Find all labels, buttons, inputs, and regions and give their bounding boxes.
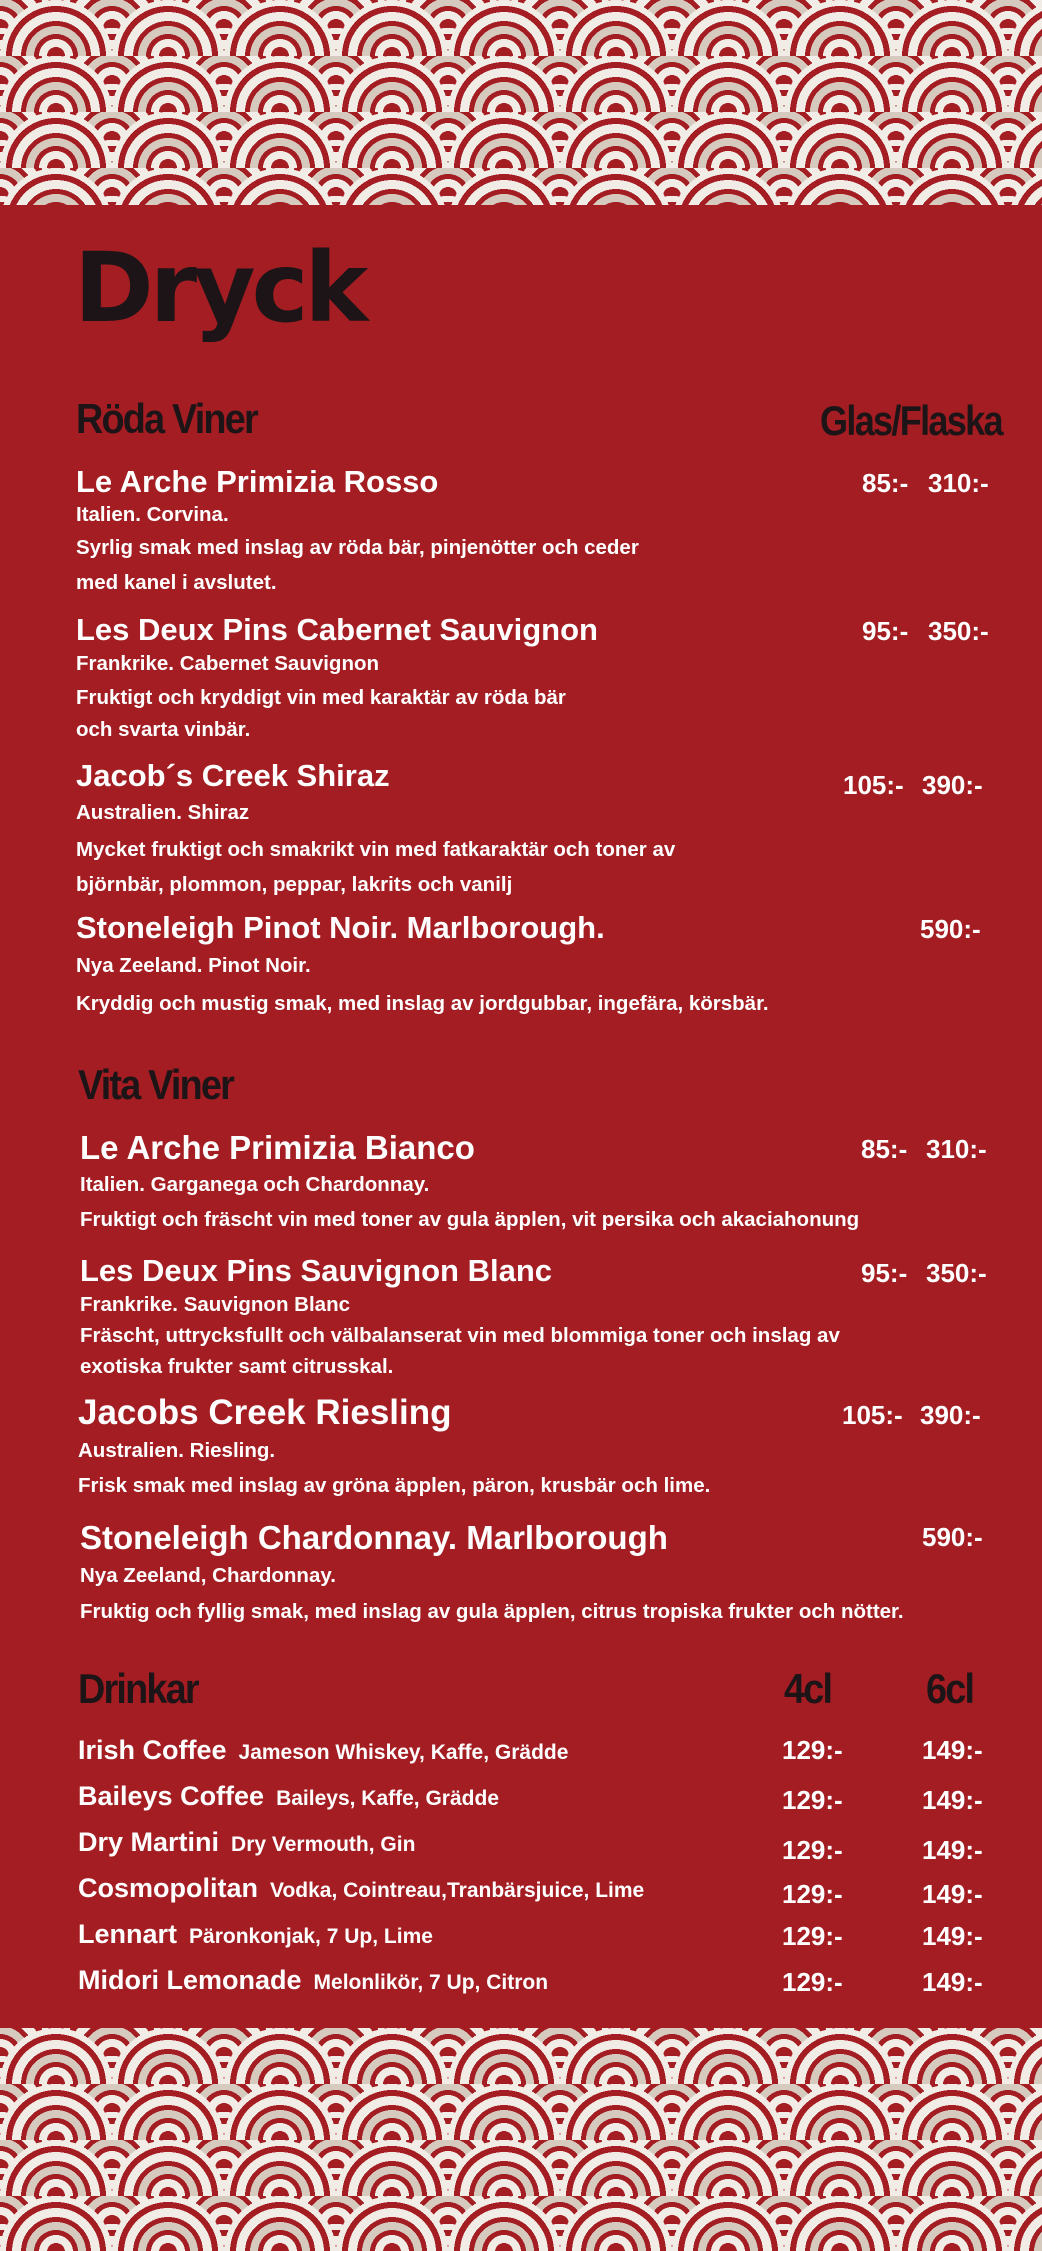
wine-origin: Frankrike. Sauvignon Blanc (80, 1293, 350, 1316)
section-heading-red-wines: Röda Viner (76, 395, 257, 442)
price-bottle: 350:- (926, 1258, 987, 1288)
price-bottle: 390:- (920, 1400, 981, 1430)
price-bottle: 350:- (928, 616, 989, 646)
wine-name: Le Arche Primizia Bianco (80, 1129, 475, 1166)
wine-description: exotiska frukter samt citrusskal. (80, 1355, 394, 1378)
wine-description: Frisk smak med inslag av gröna äpplen, päron, krusbär och lime. (78, 1474, 711, 1497)
drink-name: Lennart (78, 1919, 178, 1949)
wave-pattern-bottom (0, 2028, 1042, 2251)
col-heading-6cl: 6cl (926, 1665, 974, 1712)
wine-origin: Nya Zeeland. Pinot Noir. (76, 954, 311, 977)
wine-description: Mycket fruktigt och smakrikt vin med fatkaraktär och toner av (76, 838, 676, 861)
price-4cl: 129:- (782, 1921, 843, 1951)
drink-row (78, 1822, 998, 1866)
drink-ingredients: Jameson Whiskey, Kaffe, Grädde (238, 1741, 569, 1764)
wine-origin: Nya Zeeland, Chardonnay. (80, 1564, 336, 1587)
wine-origin: Australien. Shiraz (76, 801, 250, 824)
price-glass: 105:- (843, 770, 904, 800)
col-heading-4cl: 4cl (784, 1665, 832, 1712)
drink-name: Dry Martini (78, 1827, 220, 1857)
wine-description: och svarta vinbär. (76, 718, 251, 741)
drink-name: Midori Lemonade (78, 1965, 302, 1995)
price-6cl: 149:- (922, 1785, 983, 1815)
drink-ingredients: Vodka, Cointreau,Tranbärsjuice, Lime (270, 1879, 645, 1902)
price-4cl: 129:- (782, 1735, 843, 1765)
wine-description: Fräscht, uttrycksfullt och välbalanserat vin med blommiga toner och inslag av (80, 1324, 840, 1347)
price-bottle: 310:- (926, 1134, 987, 1164)
wine-origin: Frankrike. Cabernet Sauvignon (76, 652, 380, 675)
wine-origin: Australien. Riesling. (78, 1439, 276, 1462)
wine-description: Fruktigt och kryddigt vin med karaktär av röda bär (76, 686, 566, 709)
drink-ingredients: Päronkonjak, 7 Up, Lime (189, 1925, 433, 1948)
drink-name: Cosmopolitan (78, 1873, 258, 1903)
wine-description: Kryddig och mustig smak, med inslag av jordgubbar, ingefära, körsbär. (76, 992, 769, 1015)
wine-description: björnbär, plommon, peppar, lakrits och vanilj (76, 873, 513, 896)
wine-name: Les Deux Pins Sauvignon Blanc (80, 1253, 553, 1288)
price-4cl: 129:- (782, 1835, 843, 1865)
price-bottle: 590:- (920, 914, 981, 944)
price-heading-glass-bottle: Glas/Flaska (820, 397, 1002, 444)
wine-description: med kanel i avslutet. (76, 571, 277, 594)
drink-row (78, 1730, 998, 1774)
wine-name: Les Deux Pins Cabernet Sauvignon (76, 612, 598, 647)
price-6cl: 149:- (922, 1735, 983, 1765)
wine-description: Fruktig och fyllig smak, med inslag av gula äpplen, citrus tropiska frukter och nötter. (80, 1600, 904, 1623)
price-4cl: 129:- (782, 1785, 843, 1815)
menu-item-red-wine (76, 464, 996, 600)
wine-name: Jacobs Creek Riesling (78, 1393, 452, 1432)
wine-description: Syrlig smak med inslag av röda bär, pinjenötter och ceder (76, 536, 639, 559)
drink-row (78, 1960, 998, 2004)
price-glass: 85:- (861, 1134, 908, 1164)
price-bottle: 390:- (922, 770, 983, 800)
wine-name: Jacob´s Creek Shiraz (76, 758, 390, 793)
menu-item-white-wine (80, 1518, 1000, 1629)
price-bottle: 310:- (928, 468, 989, 498)
wine-origin: Italien. Garganega och Chardonnay. (80, 1173, 430, 1196)
drink-ingredients: Dry Vermouth, Gin (231, 1833, 416, 1856)
price-6cl: 149:- (922, 1967, 983, 1997)
drink-name: Baileys Coffee (78, 1781, 265, 1811)
price-6cl: 149:- (922, 1835, 983, 1865)
drink-name: Irish Coffee (78, 1735, 227, 1765)
menu-item-red-wine (76, 910, 996, 1021)
wave-pattern-top (0, 0, 1042, 205)
drink-row (78, 1776, 998, 1820)
drink-row (78, 1868, 998, 1912)
price-bottle: 590:- (922, 1522, 983, 1552)
section-heading-drinks: Drinkar (78, 1665, 198, 1712)
price-glass: 85:- (862, 468, 909, 498)
wine-origin: Italien. Corvina. (76, 503, 229, 526)
price-6cl: 149:- (922, 1921, 983, 1951)
wine-name: Le Arche Primizia Rosso (76, 464, 439, 499)
price-6cl: 149:- (922, 1879, 983, 1909)
drink-ingredients: Melonlikör, 7 Up, Citron (313, 1971, 549, 1994)
wine-name: Stoneleigh Pinot Noir. Marlborough. (76, 910, 605, 945)
section-heading-white-wines: Vita Viner (78, 1061, 234, 1108)
menu-item-red-wine (76, 612, 996, 745)
price-glass: 105:- (842, 1400, 903, 1430)
drink-row (78, 1914, 998, 1958)
drink-ingredients: Baileys, Kaffe, Grädde (276, 1787, 499, 1810)
page-title: Dryck (74, 232, 365, 344)
price-glass: 95:- (862, 616, 909, 646)
price-4cl: 129:- (782, 1967, 843, 1997)
price-4cl: 129:- (782, 1879, 843, 1909)
wine-name: Stoneleigh Chardonnay. Marlborough (80, 1519, 668, 1556)
wine-description: Fruktigt och fräscht vin med toner av gula äpplen, vit persika och akaciahonung (80, 1208, 860, 1231)
price-glass: 95:- (861, 1258, 908, 1288)
